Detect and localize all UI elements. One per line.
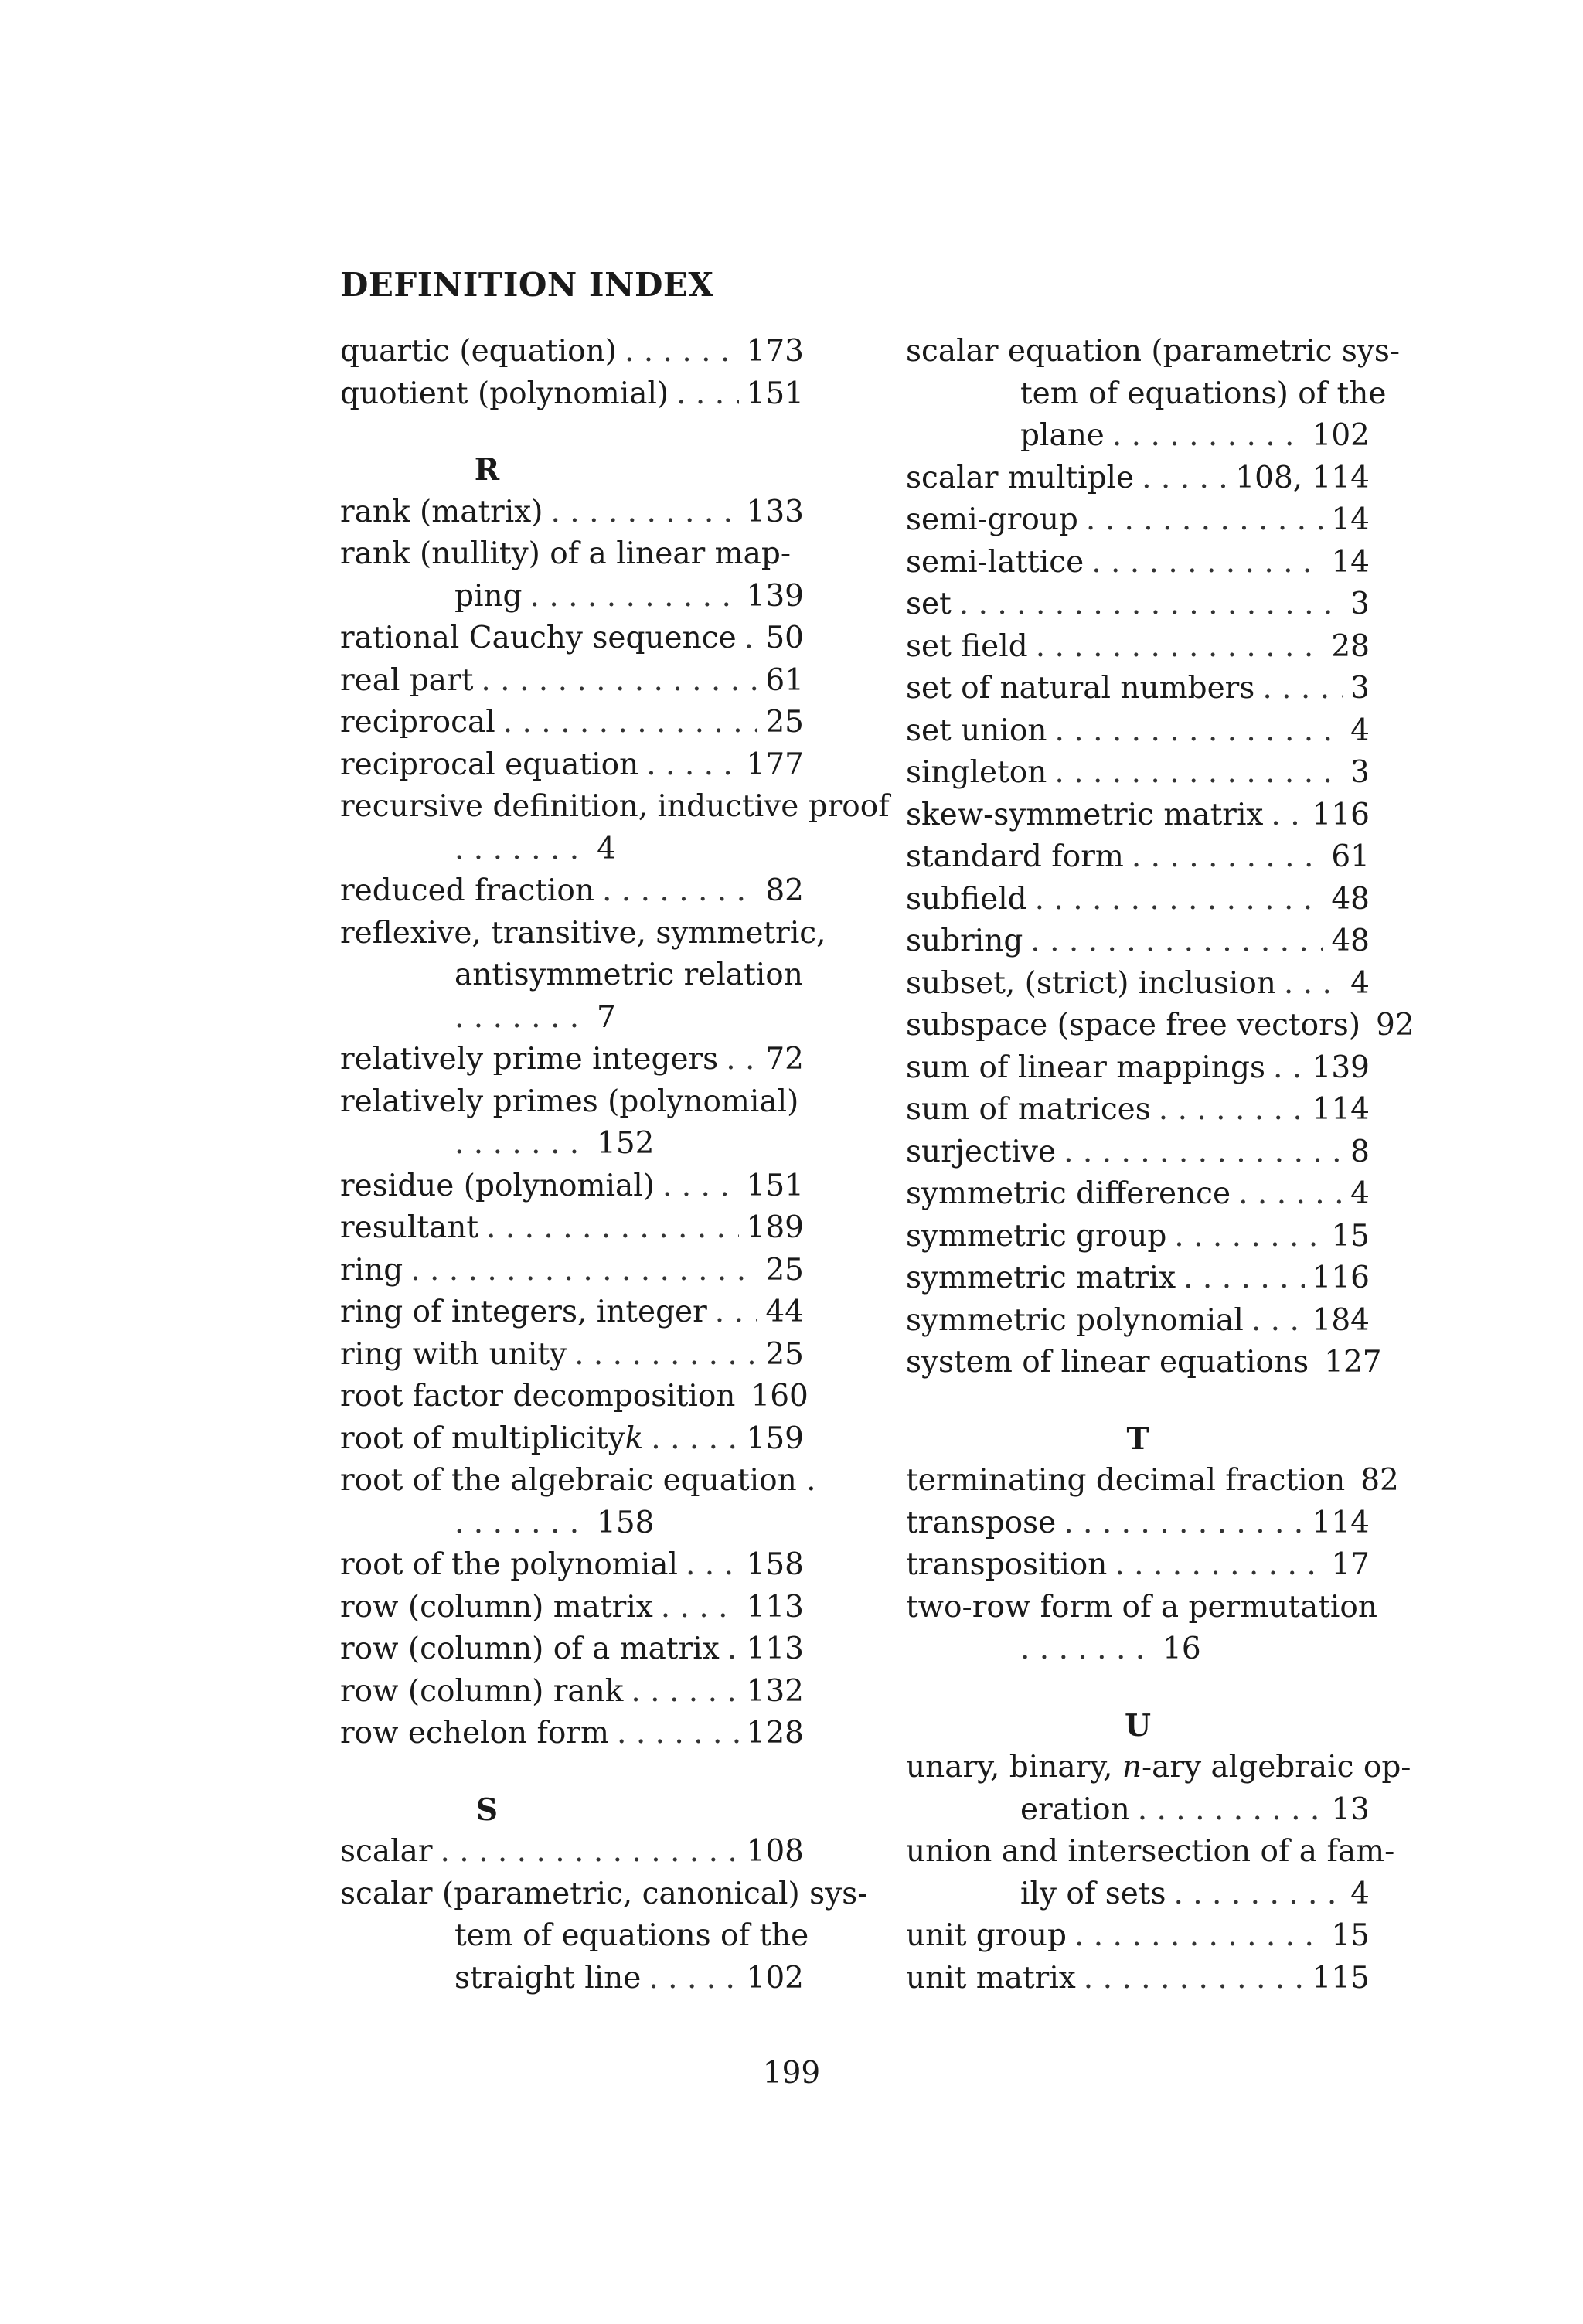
index-term: symmetric matrix xyxy=(906,1261,1176,1295)
page-ref: 48 xyxy=(1331,881,1370,917)
dot-leader xyxy=(959,584,1343,626)
index-term: singleton xyxy=(906,755,1047,790)
dot-leader xyxy=(1238,1173,1343,1216)
page-ref: 102 xyxy=(746,1960,804,1996)
dot-leader xyxy=(481,660,757,703)
index-term-continuation-text: eration xyxy=(1020,1791,1130,1827)
page-ref: 4 xyxy=(1350,713,1370,748)
index-entry xyxy=(340,1418,804,1461)
index-term: sum of matrices xyxy=(906,1092,1151,1127)
dot-leader xyxy=(726,1039,757,1081)
letter-heading-r: R xyxy=(474,452,500,488)
page-ref: 50 xyxy=(765,621,804,655)
index-term: symmetric difference xyxy=(906,1176,1231,1211)
index-entry xyxy=(340,1460,816,1544)
dot-leader xyxy=(1273,1047,1305,1090)
index-entry xyxy=(340,1039,804,1081)
index-term: skew-symmetric matrix xyxy=(906,797,1264,832)
s-entries-left xyxy=(340,1831,868,1999)
dot-leader xyxy=(1036,626,1324,669)
dot-leader xyxy=(1064,1502,1304,1545)
index-term: terminating decimal fraction xyxy=(906,1463,1346,1498)
index-entry xyxy=(906,1342,1382,1384)
index-entry xyxy=(340,1671,804,1713)
dot-leader xyxy=(503,702,758,744)
page-ref: 151 xyxy=(746,1168,804,1203)
dot-leader xyxy=(1054,710,1343,753)
index-term-line xyxy=(340,1873,868,1916)
index-term-continuation xyxy=(340,829,804,871)
index-entry xyxy=(906,1005,1414,1047)
page-ref: 25 xyxy=(765,705,804,740)
index-entry xyxy=(340,1587,804,1629)
page-ref: 189 xyxy=(746,1210,804,1245)
index-entry xyxy=(340,1334,804,1376)
index-term: reciprocal xyxy=(340,705,495,740)
dot-leader xyxy=(1138,1789,1324,1832)
index-term-continuation xyxy=(906,1873,1370,1916)
index-term: system of linear equations xyxy=(906,1345,1309,1380)
dot-leader xyxy=(715,1291,758,1334)
dot-leader xyxy=(410,1250,757,1292)
page-ref: 28 xyxy=(1331,628,1370,664)
index-entry xyxy=(340,702,804,744)
index-entry xyxy=(906,1544,1370,1587)
page-ref: 128 xyxy=(746,1716,804,1751)
index-term: ring of integers, integer xyxy=(340,1295,707,1329)
index-term-continuation-text: tem of equations) of the xyxy=(1020,376,1387,411)
page-ref: 82 xyxy=(765,873,804,908)
page-ref: 114 xyxy=(1312,1505,1370,1540)
dot-leader xyxy=(686,1544,739,1587)
index-term-continuation-text: tem of equations of the xyxy=(454,1918,809,1953)
index-entry xyxy=(906,626,1370,669)
dot-leader xyxy=(1159,1089,1305,1131)
t-entries xyxy=(906,1460,1399,1671)
dot-leader xyxy=(676,373,738,416)
page-ref: 133 xyxy=(746,494,804,529)
index-term-line xyxy=(906,331,1401,373)
index-term: sum of linear mappings xyxy=(906,1050,1265,1085)
index-term: set xyxy=(906,587,952,621)
index-entry xyxy=(340,1207,804,1250)
index-entry xyxy=(906,963,1370,1005)
index-entry xyxy=(340,913,826,1040)
page-ref: 17 xyxy=(1331,1547,1370,1582)
index-term: two-row form of a permutation xyxy=(906,1589,1377,1625)
index-entry xyxy=(340,1165,804,1208)
page-title: DEFINITION INDEX xyxy=(340,266,714,304)
index-term: set of natural numbers xyxy=(906,671,1255,706)
index-term-math: n xyxy=(1122,1750,1142,1785)
index-term: symmetric group xyxy=(906,1218,1167,1254)
index-term: scalar xyxy=(340,1834,433,1869)
index-term-continuation xyxy=(340,1502,804,1545)
page-ref: 14 xyxy=(1331,502,1370,537)
page-ref: 115 xyxy=(1312,1960,1370,1996)
index-term-continuation xyxy=(340,1915,809,1958)
index-term: scalar equation (parametric sys- xyxy=(906,334,1401,369)
page-ref: 25 xyxy=(765,1252,804,1288)
index-term: surjective xyxy=(906,1134,1057,1169)
index-term: set union xyxy=(906,713,1047,748)
index-entry xyxy=(340,786,890,870)
page-ref: 108 xyxy=(746,1834,804,1869)
index-term: rank (nullity) of a linear map- xyxy=(340,536,792,571)
page-ref: 44 xyxy=(765,1295,804,1329)
page-ref: 15 xyxy=(1331,1218,1370,1254)
index-term-continuation-text: straight line xyxy=(454,1960,642,1996)
index-entry xyxy=(906,1747,1411,1831)
r-entries xyxy=(340,492,890,1755)
page-ref: 151 xyxy=(746,376,804,411)
page-ref: 25 xyxy=(765,1336,804,1372)
index-term-continuation xyxy=(906,1628,1370,1671)
page-ref: 4 xyxy=(1350,1876,1370,1911)
dot-leader xyxy=(661,1587,739,1629)
index-term-line xyxy=(906,1831,1395,1873)
dot-leader xyxy=(574,1334,757,1376)
dot-leader xyxy=(1054,752,1343,795)
page-ref: 15 xyxy=(1331,1918,1370,1953)
page-ref: 108, 114 xyxy=(1235,460,1370,495)
index-term: subfield xyxy=(906,881,1027,917)
index-term-continuation xyxy=(340,954,804,997)
index-term: row (column) of a matrix xyxy=(340,1632,720,1666)
dot-leader xyxy=(1030,920,1323,963)
page-ref: 4 xyxy=(1350,965,1370,1001)
index-entry xyxy=(906,836,1370,879)
index-term: quartic (equation) xyxy=(340,334,617,369)
page-ref: 158 xyxy=(746,1547,804,1582)
dot-leader xyxy=(651,1418,738,1461)
index-term: unary, binary, n-ary algebraic op- xyxy=(906,1750,1411,1785)
dot-leader xyxy=(1035,879,1324,921)
index-term: subset, (strict) inclusion xyxy=(906,965,1276,1001)
index-term: row echelon form xyxy=(340,1716,610,1751)
dot-leader xyxy=(1262,668,1343,710)
dot-leader xyxy=(1020,1628,1152,1671)
index-term-continuation xyxy=(340,1123,804,1165)
index-entry xyxy=(340,1628,804,1671)
index-term-line xyxy=(340,533,804,576)
index-term: reciprocal equation xyxy=(340,747,639,782)
index-entry xyxy=(340,1544,804,1587)
index-entry xyxy=(906,1173,1370,1216)
page-ref: 48 xyxy=(1331,924,1370,958)
dot-leader xyxy=(744,618,758,660)
dot-leader xyxy=(1132,836,1324,879)
index-term-continuation-text: ping xyxy=(454,578,523,614)
index-entry xyxy=(906,1958,1370,2000)
index-term-continuation xyxy=(906,373,1387,416)
page-ref: 7 xyxy=(597,999,616,1035)
dot-leader xyxy=(617,1713,739,1755)
index-entry xyxy=(340,492,804,534)
page-ref: 160 xyxy=(751,1379,809,1414)
index-term-line xyxy=(340,1081,804,1124)
page-ref: 3 xyxy=(1350,671,1370,706)
index-term: real part xyxy=(340,662,474,698)
index-term-line xyxy=(906,1587,1377,1629)
index-term: root of the polynomial xyxy=(340,1547,678,1582)
index-term: root factor decomposition xyxy=(340,1379,736,1414)
index-term: transpose xyxy=(906,1505,1057,1540)
dot-leader xyxy=(649,1958,738,2000)
index-entry xyxy=(906,499,1370,542)
index-entry xyxy=(906,1300,1370,1342)
index-term: rational Cauchy sequence xyxy=(340,621,737,655)
index-entry xyxy=(906,458,1370,500)
page-ref: 152 xyxy=(597,1126,655,1161)
page-ref: 72 xyxy=(765,1042,804,1077)
dot-leader xyxy=(551,492,739,534)
index-entry xyxy=(340,618,804,660)
index-term: unit matrix xyxy=(906,1960,1076,1996)
index-entry xyxy=(340,1713,804,1755)
page-ref: 158 xyxy=(597,1505,655,1540)
index-term: transposition xyxy=(906,1547,1108,1582)
index-term-continuation xyxy=(906,415,1370,458)
dot-leader xyxy=(1173,1873,1343,1916)
index-term: residue (polynomial) xyxy=(340,1168,655,1203)
index-term: quotient (polynomial) xyxy=(340,376,669,411)
index-term: recursive definition, inductive proof xyxy=(340,789,890,824)
index-entry xyxy=(340,331,804,373)
page-ref: 3 xyxy=(1350,755,1370,790)
index-entry xyxy=(340,373,804,416)
index-term: symmetric polynomial xyxy=(906,1302,1244,1338)
dot-leader xyxy=(440,1831,738,1873)
dot-leader xyxy=(631,1671,738,1713)
dot-leader xyxy=(454,1502,586,1545)
index-term: subspace (space free vectors) xyxy=(906,1008,1361,1043)
page-ref: 4 xyxy=(597,831,616,866)
page-ref: 3 xyxy=(1350,587,1370,621)
index-term-continuation xyxy=(340,1958,804,2000)
dot-leader xyxy=(486,1207,739,1250)
index-term-continuation xyxy=(340,576,804,618)
dot-leader xyxy=(1174,1216,1323,1258)
dot-leader xyxy=(727,1628,739,1671)
index-term-line xyxy=(906,1747,1411,1789)
page-ref: 184 xyxy=(1312,1302,1370,1338)
index-term: rank (matrix) xyxy=(340,494,543,529)
letter-heading-t: T xyxy=(1126,1421,1149,1457)
index-term-line xyxy=(340,786,890,829)
index-term-continuation-text: ily of sets xyxy=(1020,1876,1166,1911)
index-entry xyxy=(340,1291,804,1334)
index-entry xyxy=(906,1915,1370,1958)
dot-leader xyxy=(1074,1915,1323,1958)
index-term: ring xyxy=(340,1252,403,1288)
page-ref: 127 xyxy=(1324,1345,1382,1380)
right-column xyxy=(906,331,1414,1999)
index-term-continuation-text: antisymmetric relation xyxy=(454,958,803,992)
index-term: subring xyxy=(906,924,1023,958)
dot-leader xyxy=(1251,1300,1305,1342)
index-entry xyxy=(906,1257,1370,1300)
dot-leader xyxy=(1086,499,1323,542)
page-ref: 139 xyxy=(1312,1050,1370,1085)
index-entry xyxy=(340,1873,868,2000)
index-term: reflexive, transitive, symmetric, xyxy=(340,915,826,951)
dot-leader xyxy=(1271,795,1304,837)
index-term: scalar multiple xyxy=(906,460,1135,495)
page-ref: 177 xyxy=(746,747,804,782)
index-entry xyxy=(906,752,1370,795)
index-term-math: k xyxy=(625,1421,644,1456)
index-term: root of the algebraic equation . xyxy=(340,1463,816,1498)
index-entry xyxy=(906,795,1370,837)
index-term: row (column) rank xyxy=(340,1673,624,1709)
index-entry xyxy=(906,584,1370,626)
index-entry xyxy=(906,1831,1395,1915)
index-entry xyxy=(340,870,804,913)
page-number: 199 xyxy=(762,2056,821,2091)
q-entries xyxy=(340,331,804,415)
index-term: resultant xyxy=(340,1210,479,1245)
index-entry xyxy=(906,1216,1370,1258)
index-entry xyxy=(906,879,1370,921)
index-entry xyxy=(906,668,1370,710)
index-entry xyxy=(340,1831,804,1873)
dot-leader xyxy=(602,870,757,913)
page-ref: 13 xyxy=(1331,1791,1370,1827)
index-entry xyxy=(906,1460,1399,1502)
index-term: root of multiplicityk xyxy=(340,1421,644,1456)
page-ref: 113 xyxy=(746,1632,804,1666)
dot-leader xyxy=(454,997,586,1040)
left-column xyxy=(340,331,890,1999)
page-ref: 4 xyxy=(1350,1176,1370,1211)
index-entry xyxy=(906,331,1401,458)
index-entry xyxy=(906,1131,1370,1174)
index-entry xyxy=(340,1250,804,1292)
dot-leader xyxy=(1112,415,1305,458)
page-ref: 173 xyxy=(746,334,804,369)
index-term-continuation-text: plane xyxy=(1020,418,1105,453)
index-term: union and intersection of a fam- xyxy=(906,1834,1395,1869)
letter-heading-s: S xyxy=(475,1791,499,1828)
index-entry xyxy=(906,1502,1370,1545)
page-ref: 132 xyxy=(746,1673,804,1709)
page-ref: 159 xyxy=(746,1421,804,1456)
index-entry xyxy=(906,920,1370,963)
index-term: unit group xyxy=(906,1918,1067,1953)
index-term-line xyxy=(340,1460,816,1502)
dot-leader xyxy=(1142,458,1227,500)
page-ref: 61 xyxy=(765,662,804,698)
page-ref: 116 xyxy=(1312,797,1370,832)
dot-leader xyxy=(1084,1958,1305,2000)
index-entry xyxy=(906,1047,1370,1090)
dot-leader xyxy=(454,1123,586,1165)
dot-leader xyxy=(1115,1544,1323,1587)
index-term-continuation xyxy=(906,1789,1370,1832)
index-entry xyxy=(340,1376,809,1418)
page-ref: 92 xyxy=(1376,1008,1414,1043)
index-term: relatively primes (polynomial) xyxy=(340,1084,799,1119)
page-ref: 114 xyxy=(1312,1092,1370,1127)
u-entries xyxy=(906,1747,1411,1999)
index-term: semi-group xyxy=(906,502,1078,537)
s-entries-right xyxy=(906,331,1414,1384)
index-entry xyxy=(906,1089,1370,1131)
index-term: set field xyxy=(906,628,1028,664)
page-ref: 102 xyxy=(1312,418,1370,453)
index-term: reduced fraction xyxy=(340,873,595,908)
index-term: semi-lattice xyxy=(906,544,1084,580)
dot-leader xyxy=(1183,1257,1304,1300)
index-entry xyxy=(340,1081,804,1165)
dot-leader xyxy=(1091,542,1323,584)
index-term-line xyxy=(340,913,826,955)
dot-leader xyxy=(1064,1131,1343,1174)
page-ref: 16 xyxy=(1163,1632,1201,1666)
index-entry xyxy=(340,660,804,703)
index-entry xyxy=(906,710,1370,753)
page-ref: 139 xyxy=(746,578,804,614)
index-term: row (column) matrix xyxy=(340,1589,653,1625)
dot-leader xyxy=(454,829,586,871)
index-term-continuation xyxy=(340,997,804,1040)
index-term: scalar (parametric, canonical) sys- xyxy=(340,1876,868,1911)
page-ref: 61 xyxy=(1331,839,1370,874)
page-ref: 82 xyxy=(1360,1463,1399,1498)
dot-leader xyxy=(646,744,738,787)
index-entry xyxy=(340,533,804,618)
page-ref: 113 xyxy=(746,1589,804,1625)
dot-leader xyxy=(1284,963,1343,1005)
index-entry xyxy=(906,1587,1377,1671)
page-ref: 8 xyxy=(1350,1134,1370,1169)
index-term: standard form xyxy=(906,839,1124,874)
index-entry xyxy=(340,744,804,787)
dot-leader xyxy=(662,1165,739,1208)
dot-leader xyxy=(530,576,739,618)
index-term: ring with unity xyxy=(340,1336,567,1372)
index-entry xyxy=(906,542,1370,584)
dot-leader xyxy=(625,331,739,373)
page-ref: 116 xyxy=(1312,1261,1370,1295)
page-ref: 14 xyxy=(1331,544,1370,580)
letter-heading-u: U xyxy=(1124,1707,1151,1744)
index-term: relatively prime integers xyxy=(340,1042,719,1077)
